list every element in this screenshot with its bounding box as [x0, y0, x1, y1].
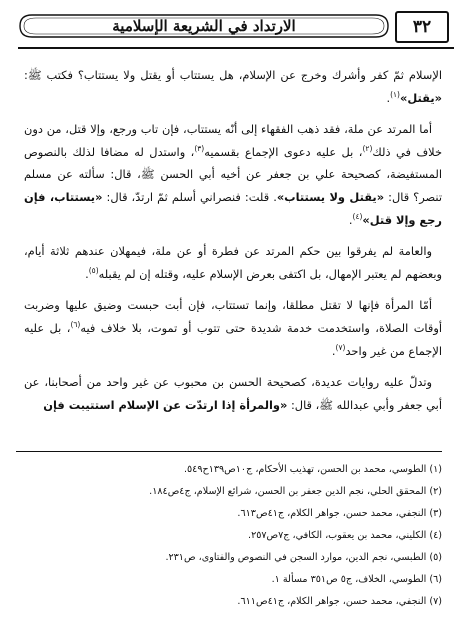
text-run: .: [348, 212, 353, 227]
footnote: (٣) النجفي، محمد حسن، جواهر الكلام، ج٤١ص٦١٣.: [237, 508, 442, 519]
paragraph-2: [24, 118, 442, 231]
footnote-ref: (٥): [88, 265, 99, 275]
footnote-ref: (٦): [70, 320, 81, 330]
footnote: (١) الطوسي، محمد بن الحسن، تهذيب الأحكام، ج١٠ص١٣٩ح٥٤٩.: [183, 464, 442, 475]
paragraph-3: [24, 240, 442, 285]
text-run: . قلت: فنصراني أسلم ثمّ ارتدّ، قال:: [102, 189, 277, 204]
footnote-separator: [16, 451, 442, 452]
text-run: .: [85, 266, 89, 281]
footnote-ref: (٧): [335, 342, 346, 352]
footnote: (٧) النجفي، محمد حسن، جواهر الكلام، ج٤١ص٦١١.: [237, 596, 442, 607]
quote-bold: «يقتل ولا يستتاب»: [276, 189, 385, 204]
footnote-ref: (٢): [362, 143, 373, 153]
text-run: .: [386, 90, 391, 105]
text-run: ، بل عليه الإجماع من غير واحد: [24, 320, 442, 358]
footnote-ref: (٤): [352, 211, 363, 221]
running-title: الارتداد في الشريعة الإسلامية: [112, 17, 296, 35]
text-run: أما المرتد عن ملة، فقد ذهب الفقهاء إلى أنّه يستتاب، فإن تاب ورجع، وإلا قتل، من دون خلاف في ذلك: [24, 122, 442, 159]
page-header: [0, 0, 454, 56]
running-title-banner: [18, 12, 390, 40]
footnote: (٤) الكليني، محمد بن يعقوب، الكافي، ج٧ص٢٥٧.: [248, 530, 442, 541]
text-run: الإسلام ثمّ كفر وأشرك وخرج عن الإسلام، هل يستتاب أو يقتل ولا يستتاب؟ فكتب ﷺ:: [24, 68, 442, 82]
footnote: (٢) المحقق الحلي، نجم الدين جعفر بن الحسن، شرائع الإسلام، ج٤ص١٨٤.: [149, 486, 442, 497]
text-run: والعامة لم يفرقوا بين حكم المرتد عن فطرة أو عن ملة، فيمهلان عندهم ثلاثة أيام، وبعضهم لم يعتبر الإمهال، بل اكتفى بعرض الإسلام عليه، وقتله إن لم يقبله: [24, 244, 442, 281]
body-text: [24, 64, 442, 425]
page-number: ٣٢: [395, 11, 449, 43]
quote-bold: «يقتل»: [399, 90, 442, 105]
paragraph-1: [24, 64, 442, 109]
text-run: .: [331, 343, 336, 358]
paragraph-5: [24, 371, 442, 416]
footnote-ref: (١): [390, 89, 400, 99]
quote-bold: «والمرأة إذا ارتدّت عن الإسلام استتيبت فإن: [43, 397, 288, 412]
text-run: ، واستدل له مضافا لذلك بالنصوص المستفيضة، كصحيحة علي بن جعفر عن أخيه أبي الحسن ﷺ، قال: سألته عن مسلم تنصر؟ قال:: [24, 144, 442, 204]
footnote: (٥) الطبسي، نجم الدين، موارد السجن في النصوص والفتاوى، ص٢٣١.: [165, 552, 442, 563]
footnote: (٦) الطوسي، الخلاف، ج٥ ص٣٥١ مسألة ١.: [271, 574, 442, 585]
paragraph-4: [24, 294, 442, 362]
text-run: وتدلّ عليه روايات عديدة، كصحيحة الحسن بن محبوب عن غير واحد من أصحابنا، عن أبي جعفر وأبي عبدالله ﷺ، قال:: [24, 375, 442, 412]
quote-bold: «يستتاب، فإن رجع وإلا قتل»: [24, 189, 442, 227]
footnote-ref: (٣): [194, 143, 205, 153]
header-rule: [18, 47, 454, 49]
footnotes: [24, 459, 442, 613]
text-run: أمّا المرأة فإنها لا تقتل مطلقا، وإنما تستتاب، فإن أبت حبست وضيق عليها وضربت أوقات الصلاة، واستخدمت خدمة شديدة حتى تتوب أو تموت، بلا خلاف فيه: [24, 298, 442, 335]
text-run: ، بل عليه دعوى الإجماع بقسميه: [204, 144, 363, 159]
